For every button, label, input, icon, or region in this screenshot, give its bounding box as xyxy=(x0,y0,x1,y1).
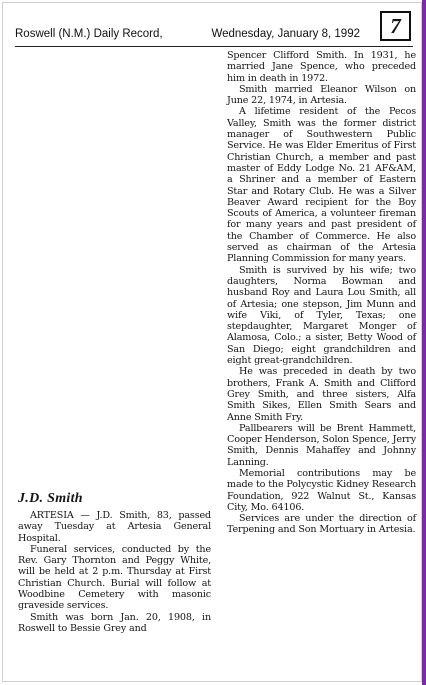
obituary-left-column xyxy=(18,510,211,634)
paragraph: ARTESIA — J.D. Smith, 83, passed away Tuesday at Artesia General Hospital. xyxy=(18,510,211,544)
paragraph: Smith married Eleanor Wilson on June 22, 1974, in Artesia. xyxy=(227,83,416,107)
paragraph: Services are under the direction of Terpening and Son Mortuary in Artesia. xyxy=(227,513,416,536)
publication-name: Roswell (N.M.) Daily Record, xyxy=(15,28,163,40)
paragraph: A lifetime resident of the Pecos Valley, Smith was the former district manager of Southwestern Public Service. He was Elder Emeritus of First Christian Church, a member and past master of Eddy Lodge No. 21 AF&AM, a Shriner and a member of Eastern Star and Rotary Club. He was a Silver Beaver Award recipient for the Boy Scouts of America, a volunteer fireman for many years and past president of the Chamber of Commerce. He also served as chairman of the Artesia Planning Commission for many years. xyxy=(227,106,416,265)
publication-date: Wednesday, January 8, 1992 xyxy=(211,28,360,40)
newspaper-header xyxy=(15,28,360,40)
page-edge-strip xyxy=(422,0,426,685)
paragraph: Funeral services, conducted by the Rev. Gary Thornton and Peggy White, will be held at 2 p.m. Thursday at First Christian Church. Burial will follow at Woodbine Cemetery with masonic graveside services. xyxy=(18,543,211,612)
page-number: 7 xyxy=(380,11,411,41)
obituary-headline: J.D. Smith xyxy=(18,491,83,506)
paragraph: He was preceded in death by two brothers, Frank A. Smith and Clifford Grey Smith, and three sisters, Alfa Smith Sikes, Ellen Smith Sears and Anne Smith Fry. xyxy=(227,366,416,423)
paragraph: Smith is survived by his wife; two daughters, Norma Bowman and husband Roy and Laura Lou Smith, all of Artesia; one stepson, Jim Munn and wife Viki, of Tyler, Texas; one stepdaughter, Margaret Monger of Alamosa, Colo.; a sister, Betty Wood of San Diego; eight grandchildren and eight great-grandchildren. xyxy=(227,264,416,367)
header-rule xyxy=(15,46,413,47)
paragraph: Smith was born Jan. 20, 1908, in Roswell to Bessie Grey and xyxy=(18,611,211,634)
paragraph: Memorial contributions may be made to the Polycystic Kidney Research Foundation, 922 Walnut St., Kansas City, Mo. 64106. xyxy=(227,467,416,513)
obituary-right-column xyxy=(227,50,416,536)
paragraph: Spencer Clifford Smith. In 1931, he married Jane Spence, who preceded him in death in 1972. xyxy=(227,50,416,84)
paragraph: Pallbearers will be Brent Hammett, Cooper Henderson, Solon Spence, Jerry Smith, Dennis Mahaffey and Johnny Lanning. xyxy=(227,422,416,468)
